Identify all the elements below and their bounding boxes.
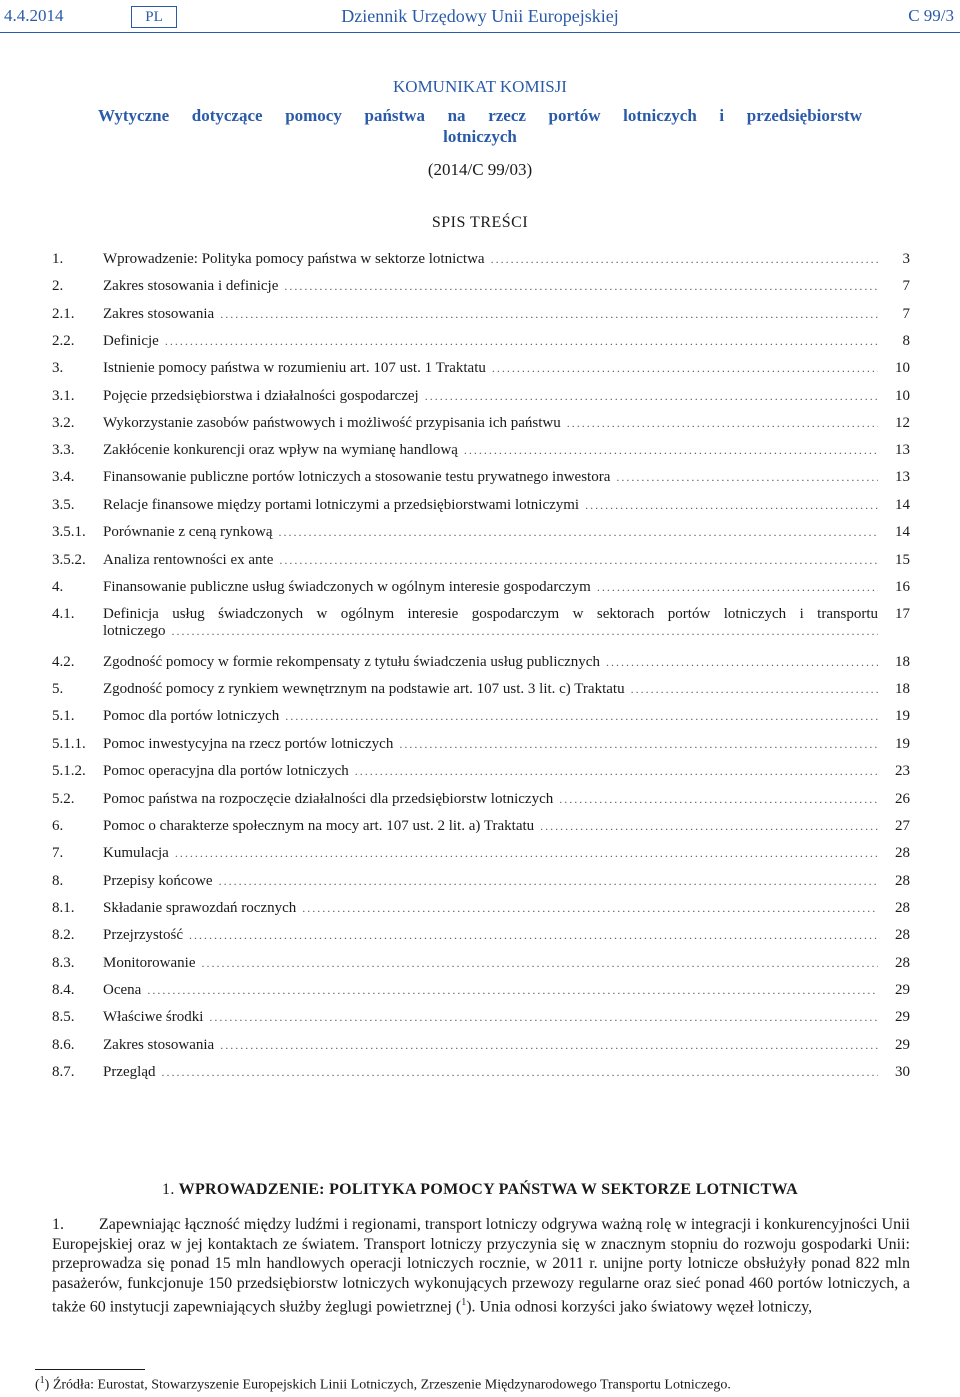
paragraph-number: 1. — [52, 1216, 64, 1233]
toc-entry-text — [103, 681, 878, 698]
toc-entry-title: Pomoc o charakterze społecznym na mocy art. 107 ust. 2 lit. a) Traktatu — [103, 818, 535, 834]
toc-leader-dots — [201, 956, 878, 971]
toc-entry-number: 7. — [52, 845, 64, 861]
toc-entry-page: 26 — [895, 791, 910, 807]
toc-entry-number: 2. — [52, 278, 64, 294]
toc-entry-page: 29 — [895, 1009, 910, 1025]
header-date: 4.4.2014 — [4, 6, 64, 25]
toc-entry-title-cont: lotniczego — [103, 623, 166, 639]
toc-entry-text — [103, 1064, 878, 1081]
toc-entry-title: Wykorzystanie zasobów państwowych i możliwość przypisania ich państwu — [103, 415, 561, 431]
language-badge: PL — [131, 6, 177, 28]
toc-entry-page: 7 — [902, 306, 910, 322]
toc-entry-number: 8. — [52, 873, 64, 889]
toc-leader-dots — [559, 792, 878, 807]
toc-entry-text — [103, 982, 878, 999]
toc-leader-dots — [606, 655, 878, 670]
toc-entry-page: 19 — [895, 708, 910, 724]
toc-entry-number: 8.4. — [52, 982, 75, 998]
communication-label: KOMUNIKAT KOMISJI — [393, 77, 567, 96]
footnote: ($^1$) Źródła: Eurostat, Stowarzyszenie Europejskich Linii Lotniczych, Zrzeszenie Międzynarodowego Transportu Lotniczego. — [35, 1375, 731, 1393]
toc-entry-number: 3.4. — [52, 469, 75, 485]
toc-entry-title: Pomoc inwestycyjna na rzecz portów lotniczych — [103, 736, 394, 752]
toc-entry-title: Kumulacja — [103, 845, 169, 861]
toc-entry-page: 29 — [895, 982, 910, 998]
toc-entry-text — [103, 818, 878, 835]
section-title: WPROWADZENIE: POLITYKA POMOCY PAŃSTWA W SEKTORZE LOTNICTWA — [178, 1181, 798, 1198]
toc-entry-page: 13 — [895, 442, 910, 458]
toc-leader-dots — [284, 279, 878, 294]
toc-entry-text — [103, 736, 878, 753]
footnote-marker: 1 — [39, 1375, 45, 1386]
toc-entry-page: 29 — [895, 1037, 910, 1053]
toc-entry-number: 5.1. — [52, 708, 75, 724]
toc-entry-page: 13 — [895, 469, 910, 485]
toc-entry-page: 8 — [902, 333, 910, 349]
toc-entry-text — [103, 251, 878, 268]
toc-entry-number: 3. — [52, 360, 64, 376]
toc-entry-title: Ocena — [103, 982, 142, 998]
toc-entry-title: Przepisy końcowe — [103, 873, 213, 889]
toc-entry-text — [103, 845, 878, 862]
toc-entry-text — [103, 927, 878, 944]
toc-entry-page: 14 — [895, 524, 910, 540]
toc-entry-text — [103, 497, 878, 514]
toc-leader-dots — [285, 709, 878, 724]
footnote-text: Źródła: Eurostat, Stowarzyszenie Europejskich Linii Lotniczych, Zrzeszenie Międzynarodowego Transportu Lotniczego. — [52, 1377, 731, 1393]
toc-entry-page: 27 — [895, 818, 910, 834]
toc-entry-title: Pomoc dla portów lotniczych — [103, 708, 280, 724]
toc-entry-text — [103, 524, 878, 541]
toc-entry-page: 28 — [895, 927, 910, 943]
toc-entry-title: Definicje — [103, 333, 159, 349]
toc-leader-dots — [171, 624, 878, 639]
toc-entry-text — [103, 469, 878, 486]
toc-entry-page: 3 — [902, 251, 910, 267]
toc-entry-text — [103, 1009, 878, 1026]
toc-leader-dots — [585, 498, 878, 513]
toc-entry-number: 5.2. — [52, 791, 75, 807]
toc-leader-dots — [302, 901, 878, 916]
toc-entry-text — [103, 955, 878, 972]
footnote-divider — [35, 1369, 145, 1370]
toc-entry-page: 12 — [895, 415, 910, 431]
toc-entry-number: 3.5.1. — [52, 524, 86, 540]
toc-entry-number: 3.5. — [52, 497, 75, 513]
toc-leader-dots — [161, 1065, 878, 1080]
toc-leader-dots — [616, 470, 878, 485]
toc-entry-page: 28 — [895, 955, 910, 971]
toc-leader-dots — [147, 983, 878, 998]
toc-entry-title: Zgodność pomocy w formie rekompensaty z tytułu świadczenia usług publicznych — [103, 654, 600, 670]
toc-entry-number: 4. — [52, 579, 64, 595]
toc-entry-title: Składanie sprawozdań rocznych — [103, 900, 297, 916]
toc-entry-title: Przejrzystość — [103, 927, 183, 943]
toc-leader-dots — [567, 416, 878, 431]
toc-leader-dots — [189, 928, 878, 943]
toc-entry-page: 15 — [895, 552, 910, 568]
toc-entry-text — [103, 708, 878, 725]
toc-entry-title: Istnienie pomocy państwa w rozumieniu art. 107 ust. 1 Traktatu — [103, 360, 486, 376]
section-heading — [0, 1181, 960, 1199]
toc-entry-text — [103, 606, 878, 640]
toc-leader-dots — [399, 737, 878, 752]
toc-entry-page: 10 — [895, 388, 910, 404]
section-number: 1. — [162, 1181, 175, 1198]
toc-entry-number: 5.1.1. — [52, 736, 86, 752]
toc-entry-title: Zakres stosowania — [103, 1037, 215, 1053]
toc-entry-number: 3.5.2. — [52, 552, 86, 568]
toc-entry-number: 3.1. — [52, 388, 75, 404]
toc-entry-page: 19 — [895, 736, 910, 752]
toc-entry-page: 16 — [895, 579, 910, 595]
toc-entry-text — [103, 306, 878, 323]
toc-entry-number: 3.3. — [52, 442, 75, 458]
toc-entry-title: Finansowanie publiczne usług świadczonych w ogólnym interesie gospodarczym — [103, 579, 591, 595]
toc-entry-number: 5.1.2. — [52, 763, 86, 779]
toc-entry-number: 2.2. — [52, 333, 75, 349]
paragraph-text: Zapewniając łączność między ludźmi i regionami, transport lotniczy odgrywa ważną rolę w integracji i konkurencyjności Unii Europejskiej oraz w jej kontaktach ze światem. Transport lotniczy przyczynia się w znacznym stopniu do rozwoju gospodarki Unii: przeprowadza się ponad 15 mln handlowych operacji lotniczych rocznie, w 2011 r. unijne porty lotnicze obsłużyły ponad 822 mln pasażerów, funkcjonuje 150 przedsiębiorstw lotniczych wykonujących przewozy regularne oraz sieć ponad 460 portów lotniczych, a także 60 instytucji zapewniających służby żeglugi powietrznej — [52, 1216, 910, 1316]
toc-leader-dots — [279, 553, 878, 568]
toc-leader-dots — [597, 580, 878, 595]
toc-entry-title: Pomoc państwa na rozpoczęcie działalności dla przedsiębiorstw lotniczych — [103, 791, 554, 807]
toc-entry-title: Zgodność pomocy z rynkiem wewnętrznym na podstawie art. 107 ust. 3 lit. c) Traktatu — [103, 681, 625, 697]
toc-entry-number: 8.1. — [52, 900, 75, 916]
toc-entry-page: 10 — [895, 360, 910, 376]
toc-entry-text — [103, 360, 878, 377]
toc-entry-text — [103, 1037, 878, 1054]
toc-entry-page: 23 — [895, 763, 910, 779]
toc-leader-dots — [491, 252, 878, 267]
toc-entry-text — [103, 763, 878, 780]
toc-entry-text — [103, 579, 878, 596]
toc-entry-title: Przegląd — [103, 1064, 156, 1080]
toc-leader-dots — [279, 525, 878, 540]
toc-entry-title: Właściwe środki — [103, 1009, 204, 1025]
toc-entry-number: 3.2. — [52, 415, 75, 431]
toc-entry-title: Wprowadzenie: Polityka pomocy państwa w sektorze lotnictwa — [103, 251, 485, 267]
document-title-line2: lotniczych — [443, 127, 517, 146]
toc-entry-text — [103, 873, 878, 890]
toc-entry-number: 6. — [52, 818, 64, 834]
toc-entry-number: 4.2. — [52, 654, 75, 670]
toc-entry-text — [103, 442, 878, 459]
toc-leader-dots — [631, 682, 878, 697]
toc-leader-dots — [540, 819, 878, 834]
toc-entry-number: 8.6. — [52, 1037, 75, 1053]
toc-entry-title: Analiza rentowności ex ante — [103, 552, 274, 568]
toc-entry-text — [103, 415, 878, 432]
document-reference: (2014/C 99/03) — [427, 160, 533, 179]
footnote-reference[interactable]: 1 — [461, 1297, 467, 1309]
toc-entry-page: 28 — [895, 845, 910, 861]
toc-entry-title: Porównanie z ceną rynkową — [103, 524, 273, 540]
toc-entry-page: 28 — [895, 900, 910, 916]
toc-entry-text — [103, 552, 878, 569]
toc-leader-dots — [464, 443, 878, 458]
toc-entry-number: 8.7. — [52, 1064, 75, 1080]
toc-entry-page: 18 — [895, 681, 910, 697]
toc-entry-text — [103, 654, 878, 671]
toc-leader-dots — [219, 874, 878, 889]
toc-entry-text — [103, 900, 878, 917]
toc-entry-title: Definicja usług świadczonych w ogólnym interesie gospodarczym w sektorach portów lotniczych i transportu — [103, 606, 878, 622]
toc-entry-title: Finansowanie publiczne portów lotniczych a stosowanie testu prywatnego inwestora — [103, 469, 611, 485]
toc-entry-number: 1. — [52, 251, 64, 267]
toc-entry-page: 17 — [895, 606, 910, 622]
toc-entry-title: Pomoc operacyjna dla portów lotniczych — [103, 763, 349, 779]
toc-leader-dots — [220, 1038, 878, 1053]
paragraph-text-tail: . Unia odnosi korzyści jako światowy węzeł lotniczy, — [471, 1298, 813, 1316]
toc-leader-dots — [165, 334, 878, 349]
toc-entry-title: Zakłócenie konkurencji oraz wpływ na wymianę handlową — [103, 442, 458, 458]
paragraph-1: 1. Zapewniając łączność między ludźmi i regionami, transport lotniczy odgrywa ważną rolę w integracji i konkurencyjności Unii Europejskiej oraz w jej kontaktach ze światem. Transport lotniczy przyczynia się w znacznym stopniu do rozwoju gospodarki Unii: przeprowadza się ponad 15 mln handlowych operacji lotniczych rocznie, w 2011 r. unijne porty lotnicze obsłużyły ponad 822 mln pasażerów, funkcjonuje 150 przedsiębiorstw lotniczych wykonujących przewozy regularne oraz sieć ponad 460 portów lotniczych, a także 60 instytucji zapewniających służby żeglugi powietrznej ($^1$). Unia odnosi korzyści jako światowy węzeł lotniczy, — [52, 1216, 910, 1316]
toc-entry-title: Monitorowanie — [103, 955, 196, 971]
journal-title: Dziennik Urzędowy Unii Europejskiej — [341, 6, 619, 26]
toc-entry-page: 14 — [895, 497, 910, 513]
toc-entry-page: 7 — [902, 278, 910, 294]
toc-entry-text — [103, 388, 878, 405]
toc-leader-dots — [209, 1010, 878, 1025]
toc-entry-number: 4.1. — [52, 606, 75, 622]
toc-entry-text — [103, 791, 878, 808]
toc-entry-title: Pojęcie przedsiębiorstwa i działalności gospodarczej — [103, 388, 419, 404]
toc-entry-number: 2.1. — [52, 306, 75, 322]
toc-leader-dots — [220, 307, 878, 322]
toc-heading: SPIS TREŚCI — [431, 214, 529, 231]
toc-entry-title: Zakres stosowania i definicje — [103, 278, 279, 294]
toc-entry-text — [103, 278, 878, 295]
toc-entry-number: 8.3. — [52, 955, 75, 971]
toc-entry-title: Zakres stosowania — [103, 306, 215, 322]
toc-entry-number: 8.2. — [52, 927, 75, 943]
toc-entry-number: 5. — [52, 681, 64, 697]
toc-entry-page: 28 — [895, 873, 910, 889]
toc-entry-number: 8.5. — [52, 1009, 75, 1025]
toc-entry-page: 30 — [895, 1064, 910, 1080]
toc-entry-page: 18 — [895, 654, 910, 670]
toc-entry-title: Relacje finansowe między portami lotniczymi a przedsiębiorstwami lotniczymi — [103, 497, 580, 513]
toc-leader-dots — [175, 846, 878, 861]
toc-leader-dots — [425, 389, 878, 404]
document-title-line1: Wytyczne dotyczące pomocy państwa na rzecz portów lotniczych i przedsiębiorstw — [98, 106, 862, 125]
toc-leader-dots — [355, 764, 878, 779]
toc-entry-text — [103, 333, 878, 350]
page-reference: C 99/3 — [908, 6, 954, 25]
toc-leader-dots — [492, 361, 878, 376]
